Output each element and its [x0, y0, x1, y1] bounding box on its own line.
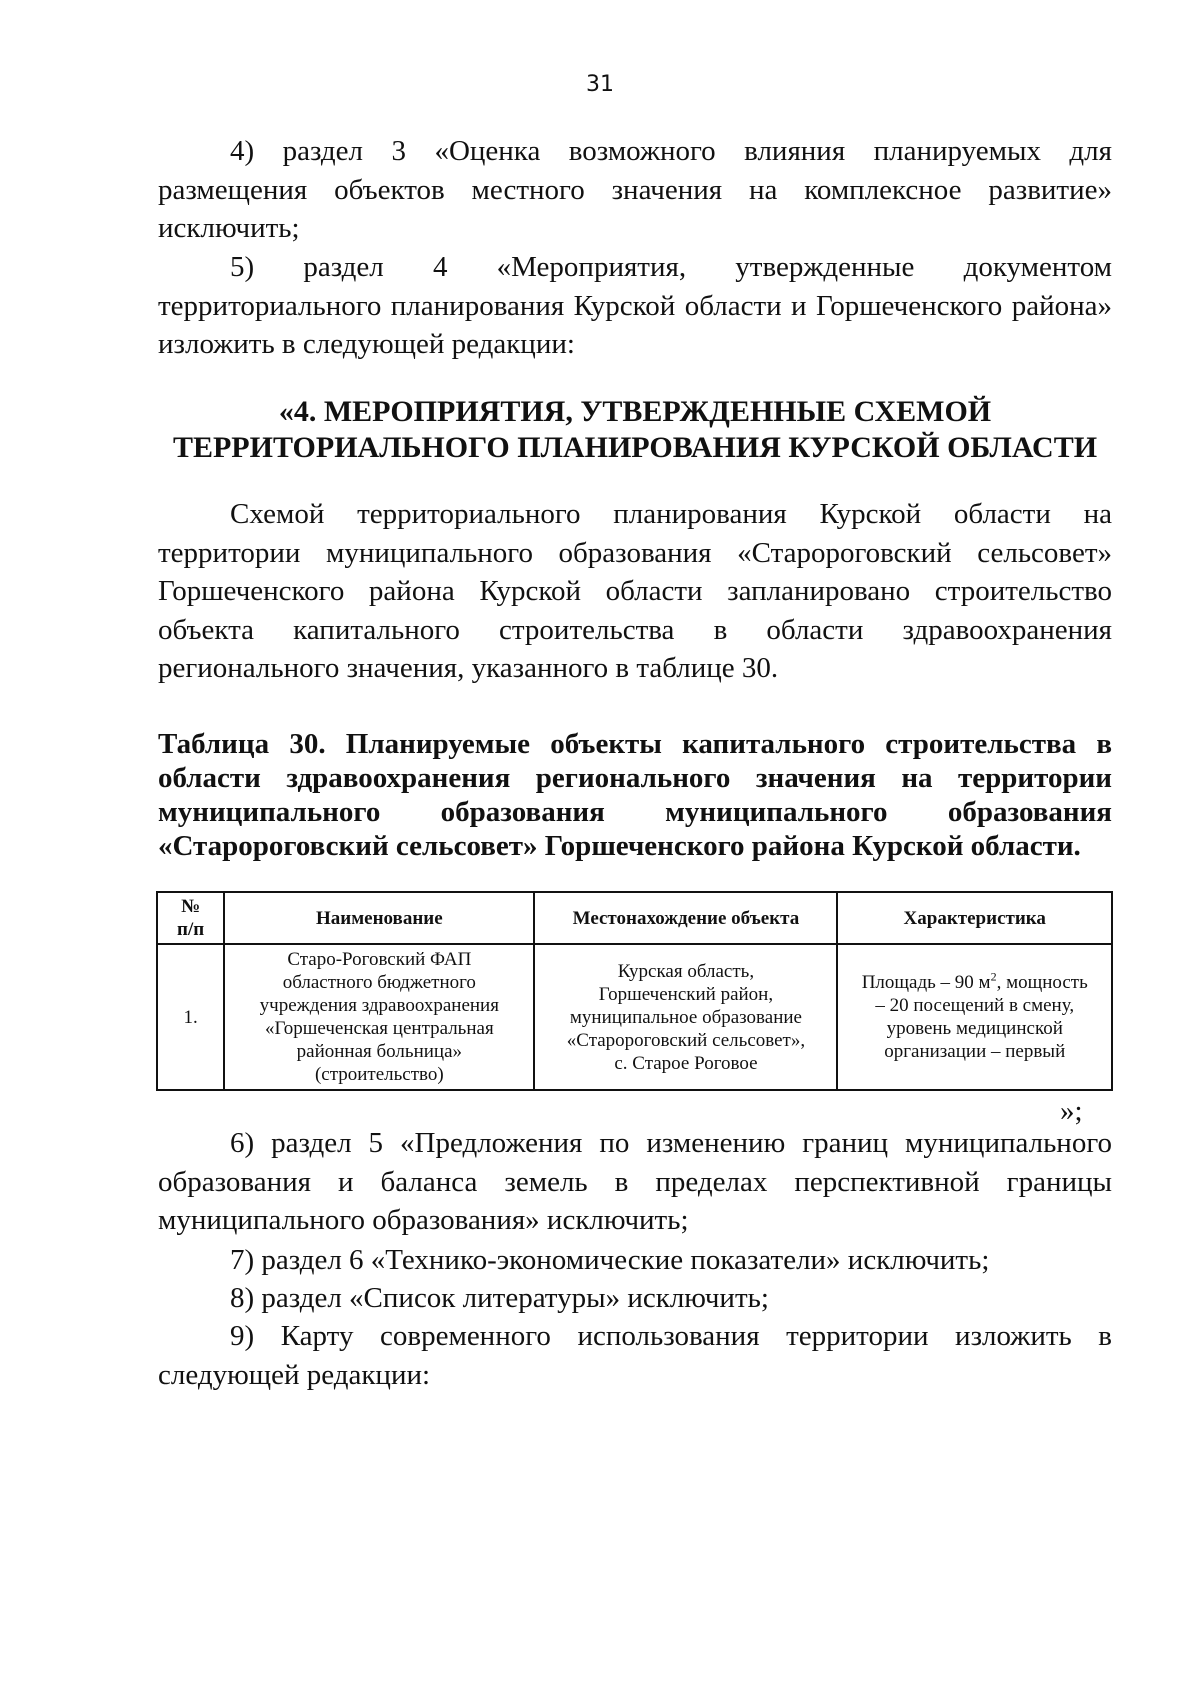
cell-characteristic-line — [844, 971, 1105, 994]
planned-objects-table — [156, 891, 1113, 1091]
cell-location — [534, 944, 837, 1090]
section-heading — [158, 394, 1112, 466]
table-caption: Таблица 30. Планируемые объекты капитального строительства в области здравоохранения регионального значения на территории муниципального образования муниципального образования «Старороговский сельсовет» Горшеченского района Курской области. — [158, 728, 1112, 862]
capacity-text: , мощность — [996, 972, 1088, 993]
table-row — [157, 944, 1112, 1090]
paragraph-item-4: 4) раздел 3 «Оценка возможного влияния планируемых для размещения объектов местного значения на комплексное развитие» исключить; — [158, 135, 1112, 244]
cell-characteristic-line: – 20 посещений в смену, — [875, 995, 1075, 1016]
header-location: Местонахождение объекта — [534, 892, 837, 944]
cell-name-line: «Горшеченская центральная — [264, 1018, 494, 1039]
paragraph-item-9: 9) Карту современного использования территории изложить в следующей редакции: — [158, 1320, 1112, 1391]
paragraph-item-5: 5) раздел 4 «Мероприятия, утвержденные документом территориального планирования Курской области и Горшеченского района» изложить в следующей редакции: — [158, 251, 1112, 360]
section-heading-line-2: ТЕРРИТОРИАЛЬНОГО ПЛАНИРОВАНИЯ КУРСКОЙ ОБЛАСТИ — [172, 431, 1098, 464]
cell-location-line: Курская область, — [617, 960, 755, 982]
cell-number: 1. — [157, 944, 224, 1090]
header-number-sign: № — [181, 896, 201, 917]
cell-characteristic — [837, 944, 1112, 1090]
cell-characteristic-line: уровень медицинской — [886, 1018, 1063, 1039]
cell-location-line: «Старороговский сельсовет», — [566, 1029, 806, 1051]
paragraph-item-7: 7) раздел 6 «Технико-экономические показатели» исключить; — [230, 1244, 990, 1276]
header-number-label: п/п — [177, 919, 205, 940]
paragraph-item-6: 6) раздел 5 «Предложения по изменению границ муниципального образования и баланса земель в пределах перспективной границы муниципального образования» исключить; — [158, 1127, 1112, 1236]
paragraph-section-intro: Схемой территориального планирования Курской области на территории муниципального образования «Старороговский сельсовет» Горшеченского района Курской области запланировано строительство объекта капитального строительства в области здравоохранения регионального значения, указанного в таблице 30. — [158, 498, 1112, 684]
cell-name — [224, 944, 534, 1090]
cell-location-line: с. Старое Роговое — [614, 1052, 758, 1074]
cell-name-line: учреждения здравоохранения — [259, 995, 499, 1016]
area-text: Площадь – 90 м — [861, 972, 991, 993]
area-unit-superscript: 2 — [990, 969, 997, 984]
header-characteristic: Характеристика — [837, 892, 1112, 944]
page-number: 31 — [586, 72, 614, 97]
cell-name-line: областного бюджетного — [282, 972, 476, 993]
paragraph-item-8: 8) раздел «Список литературы» исключить; — [230, 1282, 769, 1314]
cell-location-line: Горшеченский район, — [598, 983, 774, 1005]
cell-name-line: (строительство) — [314, 1064, 444, 1085]
cell-characteristic-line: организации – первый — [884, 1041, 1066, 1062]
cell-location-line: муниципальное образование — [569, 1006, 802, 1028]
table-header-row — [157, 892, 1112, 944]
header-name: Наименование — [224, 892, 534, 944]
closing-quote: »; — [1060, 1095, 1083, 1127]
section-heading-line-1: «4. МЕРОПРИЯТИЯ, УТВЕРЖДЕННЫЕ СХЕМОЙ — [278, 395, 992, 428]
cell-name-line: Старо-Роговский ФАП — [287, 949, 472, 970]
cell-name-line: районная больница» — [296, 1041, 462, 1062]
header-number — [157, 892, 224, 944]
